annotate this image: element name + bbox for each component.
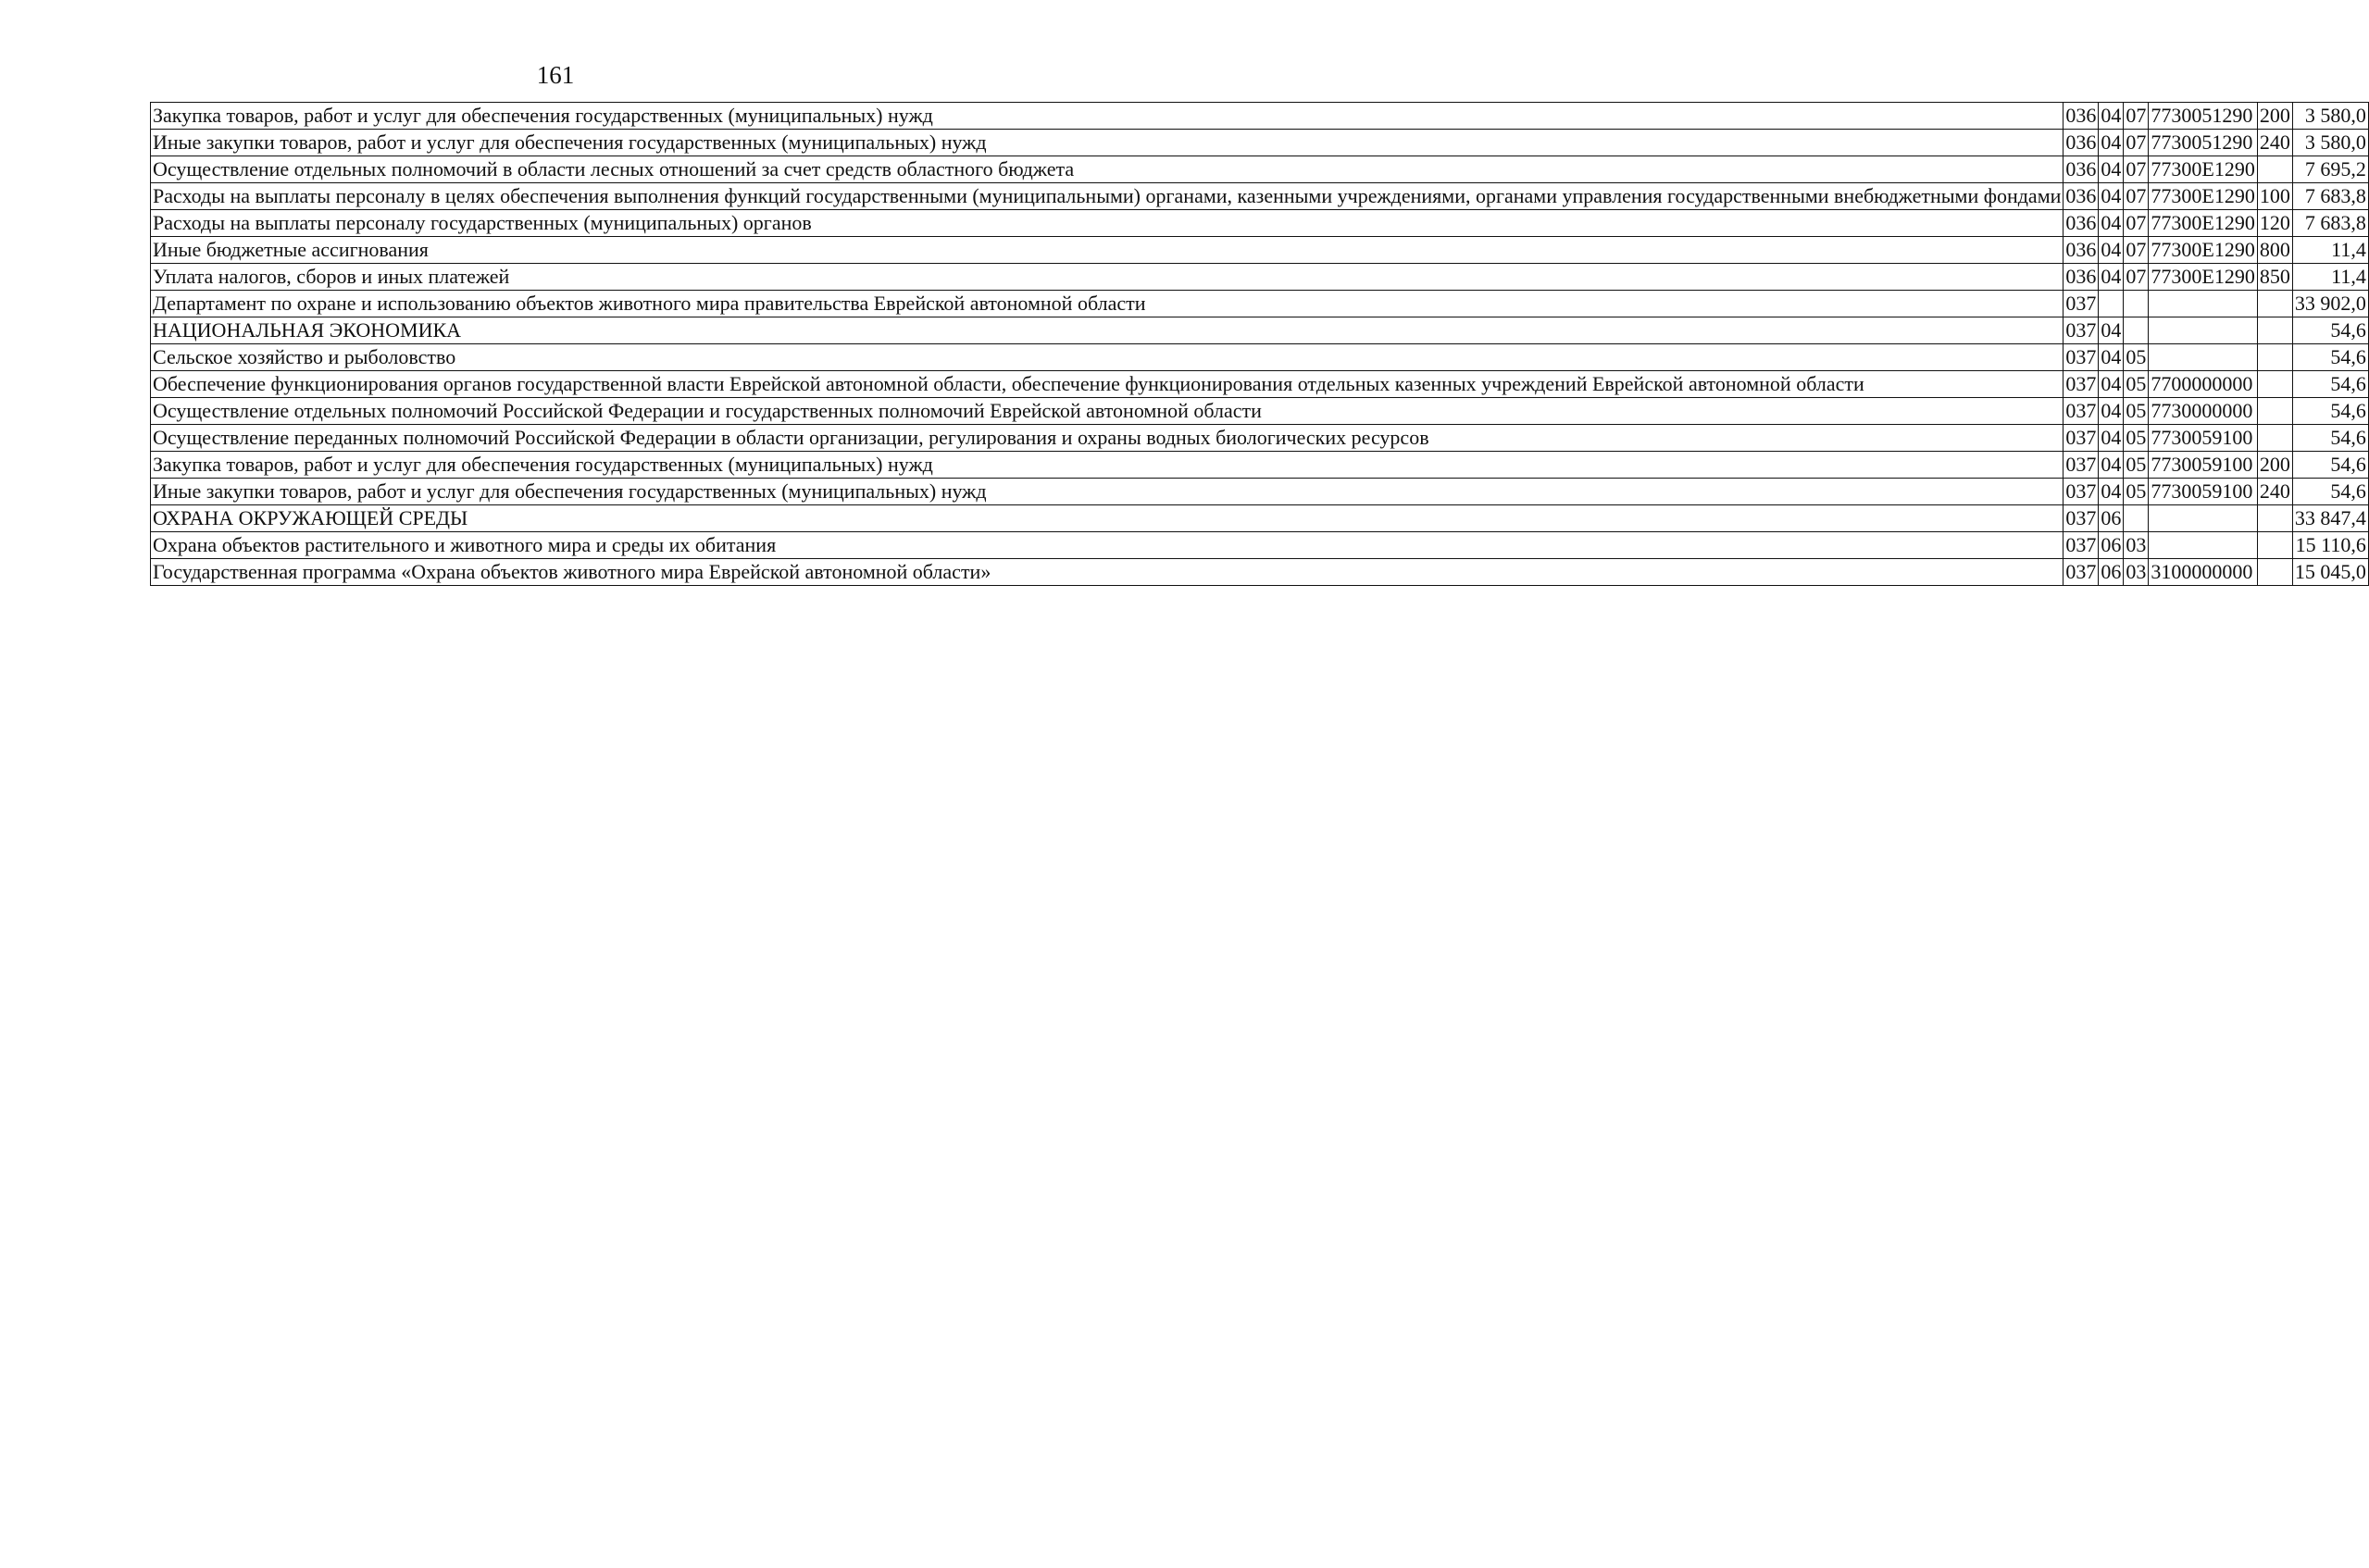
- expense-type: [2257, 371, 2292, 398]
- expense-type: [2257, 505, 2292, 532]
- section-code: 04: [2099, 344, 2124, 371]
- table-row: [151, 317, 2369, 344]
- expense-type: [2257, 291, 2292, 317]
- subsection-code: 03: [2124, 532, 2149, 559]
- target-article: [2149, 505, 2257, 532]
- expense-type: [2257, 344, 2292, 371]
- expense-type: [2257, 425, 2292, 452]
- amount: 11,4: [2292, 264, 2368, 291]
- subsection-code: 07: [2124, 210, 2149, 237]
- table-row: [151, 505, 2369, 532]
- admin-code: 036: [2064, 130, 2099, 156]
- amount: 15 110,6: [2292, 532, 2368, 559]
- section-code: 04: [2099, 479, 2124, 505]
- admin-code: 037: [2064, 532, 2099, 559]
- amount: 54,6: [2292, 479, 2368, 505]
- expense-type: [2257, 532, 2292, 559]
- table-row: [151, 452, 2369, 479]
- target-article: [2149, 317, 2257, 344]
- amount: 11,4: [2292, 237, 2368, 264]
- admin-code: 036: [2064, 183, 2099, 210]
- section-code: 06: [2099, 559, 2124, 586]
- expense-type: [2257, 317, 2292, 344]
- expense-type: 200: [2257, 452, 2292, 479]
- table-row: [151, 344, 2369, 371]
- subsection-code: 07: [2124, 103, 2149, 130]
- target-article: 77300E1290: [2149, 237, 2257, 264]
- subsection-code: [2124, 291, 2149, 317]
- expense-type: 200: [2257, 103, 2292, 130]
- target-article: 7730059100: [2149, 479, 2257, 505]
- section-code: 04: [2099, 237, 2124, 264]
- row-name: Департамент по охране и использованию объектов животного мира правительства Еврейской автономной области: [151, 291, 2064, 317]
- table-row: [151, 479, 2369, 505]
- amount: 3 580,0: [2292, 130, 2368, 156]
- subsection-code: 05: [2124, 479, 2149, 505]
- admin-code: 037: [2064, 479, 2099, 505]
- amount: 33 902,0: [2292, 291, 2368, 317]
- target-article: 3100000000: [2149, 559, 2257, 586]
- row-name: Осуществление отдельных полномочий в области лесных отношений за счет средств областного бюджета: [151, 156, 2064, 183]
- row-name: Уплата налогов, сборов и иных платежей: [151, 264, 2064, 291]
- row-name: Закупка товаров, работ и услуг для обеспечения государственных (муниципальных) нужд: [151, 103, 2064, 130]
- amount: 54,6: [2292, 425, 2368, 452]
- admin-code: 037: [2064, 344, 2099, 371]
- expense-type: 240: [2257, 130, 2292, 156]
- admin-code: 036: [2064, 156, 2099, 183]
- subsection-code: [2124, 317, 2149, 344]
- target-article: 7730000000: [2149, 398, 2257, 425]
- target-article: [2149, 532, 2257, 559]
- expense-type: [2257, 559, 2292, 586]
- table-row: [151, 425, 2369, 452]
- section-code: 04: [2099, 130, 2124, 156]
- table-row: [151, 210, 2369, 237]
- admin-code: 037: [2064, 505, 2099, 532]
- subsection-code: 07: [2124, 237, 2149, 264]
- table-row: [151, 183, 2369, 210]
- expense-type: [2257, 156, 2292, 183]
- row-name: Осуществление переданных полномочий Российской Федерации в области организации, регулирования и охраны водных биологических ресурсов: [151, 425, 2064, 452]
- section-code: 04: [2099, 103, 2124, 130]
- row-name: Охрана объектов растительного и животного мира и среды их обитания: [151, 532, 2064, 559]
- row-name: Расходы на выплаты персоналу в целях обеспечения выполнения функций государственными (муниципальными) органами, казенными учреждениями, органами управления государственными внебюджетными фондами: [151, 183, 2064, 210]
- section-code: 04: [2099, 371, 2124, 398]
- table-row: [151, 130, 2369, 156]
- section-code: [2099, 291, 2124, 317]
- row-name: ОХРАНА ОКРУЖАЮЩЕЙ СРЕДЫ: [151, 505, 2064, 532]
- expense-type: 850: [2257, 264, 2292, 291]
- section-code: 04: [2099, 398, 2124, 425]
- table-row: [151, 559, 2369, 586]
- target-article: 77300E1290: [2149, 264, 2257, 291]
- budget-table: [150, 102, 2369, 586]
- section-code: 04: [2099, 183, 2124, 210]
- section-code: 04: [2099, 156, 2124, 183]
- row-name: Обеспечение функционирования органов государственной власти Еврейской автономной области, обеспечение функционирования отдельных казенных учреждений Еврейской автономной области: [151, 371, 2064, 398]
- admin-code: 036: [2064, 103, 2099, 130]
- target-article: 7730051290: [2149, 130, 2257, 156]
- expense-type: [2257, 398, 2292, 425]
- target-article: [2149, 344, 2257, 371]
- section-code: 04: [2099, 452, 2124, 479]
- expense-type: 100: [2257, 183, 2292, 210]
- subsection-code: 05: [2124, 452, 2149, 479]
- table-row: [151, 237, 2369, 264]
- amount: 7 683,8: [2292, 210, 2368, 237]
- amount: 7 683,8: [2292, 183, 2368, 210]
- expense-type: 800: [2257, 237, 2292, 264]
- target-article: 77300E1290: [2149, 183, 2257, 210]
- table-row: [151, 532, 2369, 559]
- row-name: Осуществление отдельных полномочий Российской Федерации и государственных полномочий Еврейской автономной области: [151, 398, 2064, 425]
- admin-code: 036: [2064, 237, 2099, 264]
- target-article: 7730059100: [2149, 425, 2257, 452]
- amount: 33 847,4: [2292, 505, 2368, 532]
- table-row: [151, 371, 2369, 398]
- row-name: Иные закупки товаров, работ и услуг для обеспечения государственных (муниципальных) нужд: [151, 130, 2064, 156]
- section-code: 04: [2099, 425, 2124, 452]
- amount: 15 045,0: [2292, 559, 2368, 586]
- row-name: Иные бюджетные ассигнования: [151, 237, 2064, 264]
- row-name: Закупка товаров, работ и услуг для обеспечения государственных (муниципальных) нужд: [151, 452, 2064, 479]
- admin-code: 037: [2064, 317, 2099, 344]
- subsection-code: 07: [2124, 156, 2149, 183]
- expense-type: 240: [2257, 479, 2292, 505]
- subsection-code: [2124, 505, 2149, 532]
- subsection-code: 05: [2124, 344, 2149, 371]
- subsection-code: 07: [2124, 183, 2149, 210]
- row-name: Расходы на выплаты персоналу государственных (муниципальных) органов: [151, 210, 2064, 237]
- amount: 54,6: [2292, 398, 2368, 425]
- amount: 7 695,2: [2292, 156, 2368, 183]
- amount: 54,6: [2292, 452, 2368, 479]
- table-row: [151, 264, 2369, 291]
- amount: 54,6: [2292, 317, 2368, 344]
- section-code: 04: [2099, 210, 2124, 237]
- page-number: 161: [536, 61, 575, 89]
- table-row: [151, 103, 2369, 130]
- row-name: Сельское хозяйство и рыболовство: [151, 344, 2064, 371]
- amount: 54,6: [2292, 371, 2368, 398]
- admin-code: 037: [2064, 398, 2099, 425]
- target-article: 77300E1290: [2149, 156, 2257, 183]
- admin-code: 037: [2064, 425, 2099, 452]
- subsection-code: 05: [2124, 371, 2149, 398]
- amount: 3 580,0: [2292, 103, 2368, 130]
- row-name: Иные закупки товаров, работ и услуг для обеспечения государственных (муниципальных) нужд: [151, 479, 2064, 505]
- subsection-code: 05: [2124, 398, 2149, 425]
- admin-code: 037: [2064, 371, 2099, 398]
- section-code: 04: [2099, 264, 2124, 291]
- target-article: [2149, 291, 2257, 317]
- target-article: 7700000000: [2149, 371, 2257, 398]
- row-name: Государственная программа «Охрана объектов животного мира Еврейской автономной области»: [151, 559, 2064, 586]
- admin-code: 037: [2064, 452, 2099, 479]
- row-name: НАЦИОНАЛЬНАЯ ЭКОНОМИКА: [151, 317, 2064, 344]
- section-code: 06: [2099, 532, 2124, 559]
- admin-code: 036: [2064, 264, 2099, 291]
- target-article: 7730059100: [2149, 452, 2257, 479]
- admin-code: 037: [2064, 291, 2099, 317]
- admin-code: 036: [2064, 210, 2099, 237]
- target-article: 77300E1290: [2149, 210, 2257, 237]
- target-article: 7730051290: [2149, 103, 2257, 130]
- subsection-code: 05: [2124, 425, 2149, 452]
- table-row: [151, 398, 2369, 425]
- subsection-code: 03: [2124, 559, 2149, 586]
- expense-type: 120: [2257, 210, 2292, 237]
- table-row: [151, 291, 2369, 317]
- budget-table-body: [151, 103, 2369, 586]
- amount: 54,6: [2292, 344, 2368, 371]
- section-code: 04: [2099, 317, 2124, 344]
- subsection-code: 07: [2124, 130, 2149, 156]
- section-code: 06: [2099, 505, 2124, 532]
- admin-code: 037: [2064, 559, 2099, 586]
- table-row: [151, 156, 2369, 183]
- subsection-code: 07: [2124, 264, 2149, 291]
